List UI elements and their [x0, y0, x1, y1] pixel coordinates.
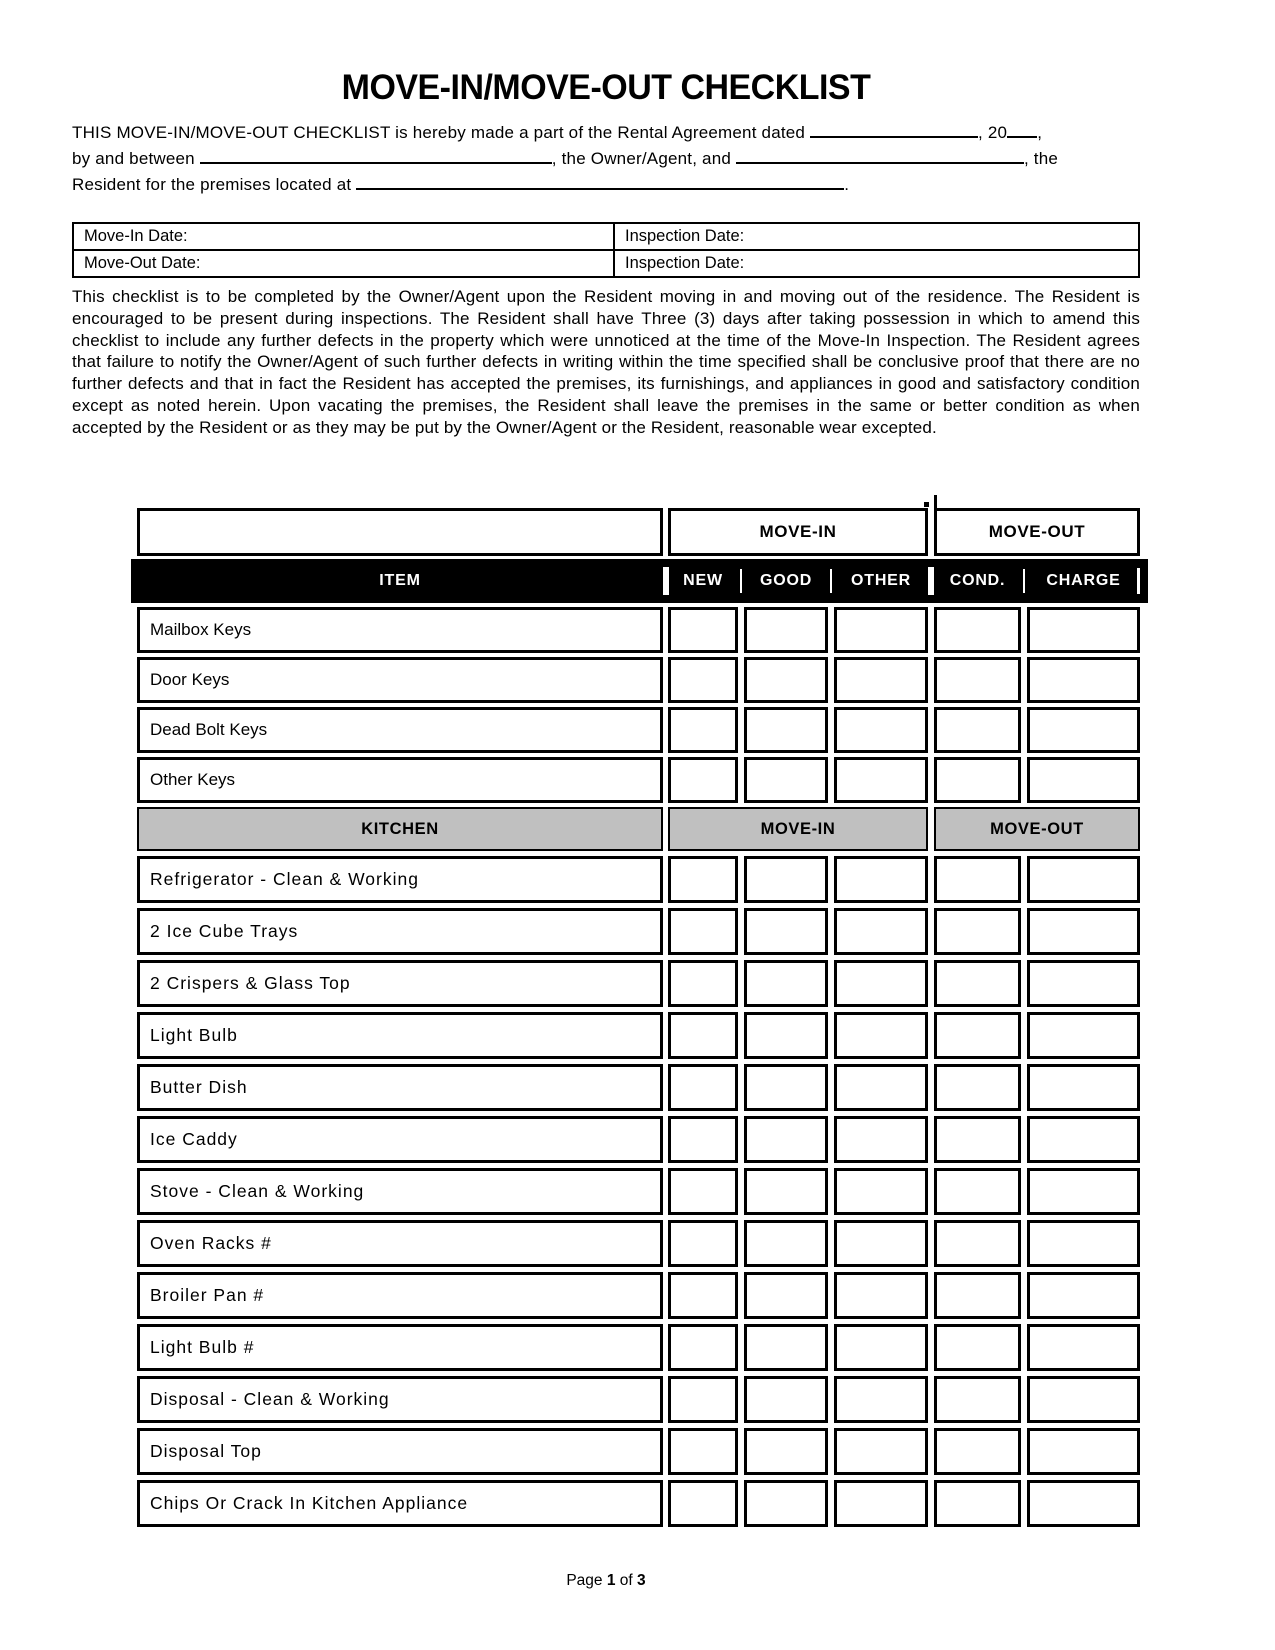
cell-charge — [1027, 1116, 1140, 1163]
item-label: Butter Dish — [137, 1064, 663, 1111]
inspection-date-cell: Inspection Date: — [625, 254, 745, 272]
body-paragraph: This checklist is to be completed by the Owner/Agent upon the Resident moving in and moving out of the residence. The Resident is encouraged to be present during inspections. The Resident shall have Three (3) days after taking possession in which to amend this checklist to include any further defects in the property which were unnoticed at the time of the Move-In Inspection. The Resident agrees that failure to notify the Owner/Agent of such further defects in writing within the time specified shall be conclusive proof that there are no further defects and that in fact the Resident has accepted the premises, its furnishings, and appliances in good and satisfactory condition except as noted herein. Upon vacating the premises, the Resident shall leave the premises in the same or better condition as when accepted by the Resident or as they may be put by the Owner/Agent or the Resident, reasonable wear excepted. — [72, 287, 1140, 437]
cell-cond — [934, 856, 1021, 903]
section-move-out-label: MOVE-OUT — [934, 807, 1140, 851]
move-in-date-cell: Move-In Date: — [74, 224, 615, 251]
cell-other — [834, 607, 928, 653]
cell-new — [668, 1168, 738, 1215]
cell-good — [744, 1480, 828, 1527]
cell-cond — [934, 1116, 1021, 1163]
cell-charge — [1027, 1272, 1140, 1319]
scan-artifact-tick — [934, 495, 937, 508]
table-row — [137, 960, 1140, 1007]
table-row — [137, 1168, 1140, 1215]
cell-good — [744, 1220, 828, 1267]
col-header-other: OTHER — [851, 572, 911, 589]
cell-new — [668, 1012, 738, 1059]
item-label: Disposal Top — [137, 1428, 663, 1475]
cell-other — [834, 960, 928, 1007]
table-row — [74, 224, 1138, 251]
cell-other — [834, 908, 928, 955]
separator — [1023, 569, 1025, 593]
kitchen-rows-group — [137, 856, 1140, 1527]
cell-good — [744, 908, 828, 955]
cell-good — [744, 1012, 828, 1059]
cell-new — [668, 1116, 738, 1163]
cell-charge — [1027, 856, 1140, 903]
table-row — [137, 657, 1140, 703]
cell-charge — [1027, 960, 1140, 1007]
cell-cond — [934, 1324, 1021, 1371]
table-row — [137, 607, 1140, 653]
cell-good — [744, 960, 828, 1007]
cell-cond — [934, 1272, 1021, 1319]
cell-new — [668, 1480, 738, 1527]
col-header-item: ITEM — [379, 572, 421, 589]
table-row — [137, 1428, 1140, 1475]
separator — [830, 569, 832, 593]
cell-good — [744, 707, 828, 753]
year-blank-field — [1007, 122, 1037, 138]
item-label: Light Bulb — [137, 1012, 663, 1059]
page-title: MOVE-IN/MOVE-OUT CHECKLIST — [341, 68, 871, 107]
cell-cond — [934, 757, 1021, 803]
cell-charge — [1027, 757, 1140, 803]
empty-header-cell — [137, 508, 663, 556]
cell-cond — [934, 1220, 1021, 1267]
table-row — [137, 1480, 1140, 1527]
cell-new — [668, 908, 738, 955]
column-header-row — [137, 559, 1140, 603]
cell-other — [834, 1272, 928, 1319]
separator — [740, 569, 742, 593]
item-label: Stove - Clean & Working — [137, 1168, 663, 1215]
cell-other — [834, 707, 928, 753]
cell-other — [834, 1428, 928, 1475]
cell-cond — [934, 1480, 1021, 1527]
cell-charge — [1027, 1376, 1140, 1423]
cell-charge — [1027, 908, 1140, 955]
dates-table — [72, 222, 1140, 278]
cell-new — [668, 1428, 738, 1475]
cell-good — [744, 1376, 828, 1423]
cell-good — [744, 1272, 828, 1319]
intro-line-1: THIS MOVE-IN/MOVE-OUT CHECKLIST is hereby made a part of the Rental Agreement dated , 20 , — [72, 123, 1043, 142]
move-out-group-header: MOVE-OUT — [934, 508, 1140, 556]
cell-new — [668, 657, 738, 703]
item-label: Dead Bolt Keys — [137, 707, 663, 753]
cell-cond — [934, 1376, 1021, 1423]
table-row — [137, 1272, 1140, 1319]
keys-rows-group — [137, 607, 1140, 803]
item-label: Refrigerator - Clean & Working — [137, 856, 663, 903]
cell-cond — [934, 1012, 1021, 1059]
section-label: KITCHEN — [137, 807, 663, 851]
table-row — [137, 856, 1140, 903]
cell-other — [834, 1480, 928, 1527]
cell-other — [834, 657, 928, 703]
cell-charge — [1027, 1324, 1140, 1371]
cell-cond — [934, 1428, 1021, 1475]
intro-line-3: Resident for the premises located at . — [72, 175, 850, 194]
table-row — [137, 1324, 1140, 1371]
cell-new — [668, 607, 738, 653]
intro-line-2: by and between , the Owner/Agent, and , the — [72, 149, 1059, 168]
item-label: Door Keys — [137, 657, 663, 703]
cell-good — [744, 1116, 828, 1163]
scan-artifact-dot — [924, 502, 929, 507]
cell-new — [668, 1064, 738, 1111]
move-out-date-cell: Move-Out Date: — [74, 251, 615, 276]
cell-good — [744, 757, 828, 803]
cell-new — [668, 856, 738, 903]
cell-charge — [1027, 707, 1140, 753]
cell-new — [668, 1272, 738, 1319]
cell-other — [834, 757, 928, 803]
cell-other — [834, 1220, 928, 1267]
table-row — [137, 707, 1140, 753]
table-row — [137, 908, 1140, 955]
checklist-table — [137, 508, 1140, 1532]
group-header-row — [137, 508, 1140, 556]
cell-good — [744, 607, 828, 653]
cell-cond — [934, 908, 1021, 955]
item-label: Ice Caddy — [137, 1116, 663, 1163]
item-label: Disposal - Clean & Working — [137, 1376, 663, 1423]
table-row — [137, 1012, 1140, 1059]
cell-other — [834, 1376, 928, 1423]
item-label: Mailbox Keys — [137, 607, 663, 653]
cell-charge — [1027, 657, 1140, 703]
cell-cond — [934, 657, 1021, 703]
cell-cond — [934, 1168, 1021, 1215]
cell-other — [834, 1012, 928, 1059]
col-header-new: NEW — [683, 572, 723, 589]
cell-charge — [1027, 1220, 1140, 1267]
cell-good — [744, 856, 828, 903]
table-row — [137, 1064, 1140, 1111]
item-label: Other Keys — [137, 757, 663, 803]
cell-charge — [1027, 1168, 1140, 1215]
cell-new — [668, 1376, 738, 1423]
col-header-charge: CHARGE — [1027, 559, 1140, 603]
cell-charge — [1027, 1480, 1140, 1527]
page-total: 3 — [637, 1572, 646, 1589]
cell-cond — [934, 707, 1021, 753]
cell-good — [744, 1064, 828, 1111]
cell-new — [668, 707, 738, 753]
cell-other — [834, 1168, 928, 1215]
col-header-cond: COND. — [949, 572, 1006, 589]
cell-good — [744, 1428, 828, 1475]
kitchen-section-row — [137, 807, 1140, 851]
table-row — [74, 251, 1138, 276]
cell-charge — [1027, 1012, 1140, 1059]
cell-new — [668, 1324, 738, 1371]
owner-blank-field — [200, 148, 552, 164]
item-label: Light Bulb # — [137, 1324, 663, 1371]
table-row — [137, 757, 1140, 803]
cell-good — [744, 657, 828, 703]
col-header-good: GOOD — [759, 572, 813, 589]
cell-other — [834, 1064, 928, 1111]
page-footer: Page 1 of 3 — [566, 1572, 646, 1589]
item-label: Broiler Pan # — [137, 1272, 663, 1319]
cell-new — [668, 757, 738, 803]
item-label: Chips Or Crack In Kitchen Appliance — [137, 1480, 663, 1527]
date-blank-field — [810, 122, 978, 138]
page-number: 1 — [606, 1572, 616, 1589]
cell-charge — [1027, 607, 1140, 653]
intro-paragraph — [72, 120, 1140, 198]
cell-other — [834, 856, 928, 903]
cell-charge — [1027, 1428, 1140, 1475]
cell-cond — [934, 960, 1021, 1007]
cell-other — [834, 1116, 928, 1163]
table-row — [137, 1376, 1140, 1423]
inspection-date-cell: Inspection Date: — [615, 224, 1138, 251]
cell-cond — [934, 1064, 1021, 1111]
table-row — [137, 1116, 1140, 1163]
cell-good — [744, 1324, 828, 1371]
move-in-group-header: MOVE-IN — [668, 508, 928, 556]
premises-blank-field — [356, 174, 844, 190]
item-label: 2 Ice Cube Trays — [137, 908, 663, 955]
cell-good — [744, 1168, 828, 1215]
cell-other — [834, 1324, 928, 1371]
section-move-in-label: MOVE-IN — [668, 807, 928, 851]
item-label: Oven Racks # — [137, 1220, 663, 1267]
table-row — [137, 1220, 1140, 1267]
cell-new — [668, 960, 738, 1007]
item-label: 2 Crispers & Glass Top — [137, 960, 663, 1007]
cell-charge — [1027, 1064, 1140, 1111]
cell-cond — [934, 607, 1021, 653]
cell-new — [668, 1220, 738, 1267]
resident-blank-field — [736, 148, 1024, 164]
